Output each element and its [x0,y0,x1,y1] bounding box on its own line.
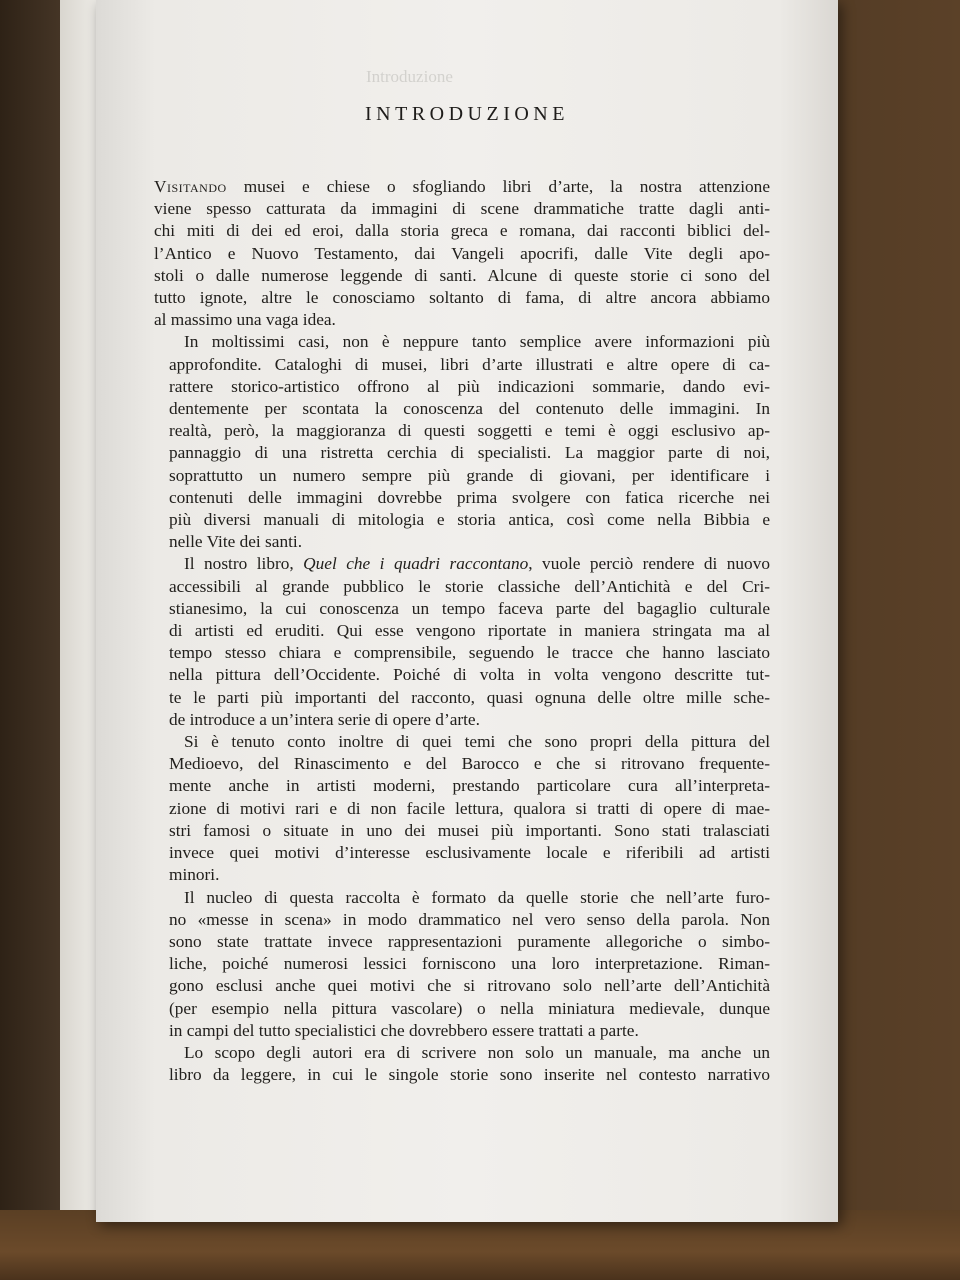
paragraph [154,887,770,1042]
text-line: tempo stesso chiara e comprensibile, seguendo le tracce che hanno lasciato [169,643,770,663]
text-line: Il nucleo di questa raccolta è formato da quelle storie che nell’arte furo- [184,887,770,907]
paragraph [154,731,770,886]
text-line: viene spesso catturata da immagini di scene drammatiche tratte dagli anti- [154,199,770,219]
text-line: contenuti delle immagini dovrebbe prima svolgere con fatica ricerche nei [169,487,770,507]
text-line: nella pittura dell’Occidente. Poiché di volta in volta vengono descritte tut- [169,665,770,685]
paragraph [154,176,770,331]
text-line: sono state trattate invece rappresentazioni puramente allegoriche o simbo- [169,931,770,951]
text-line: l’Antico e Nuovo Testamento, dai Vangeli apocrifi, dalle Vite degli apo- [154,243,770,263]
text-line: no «messe in scena» in modo drammatico nel vero senso della parola. Non [169,909,770,929]
text-line: al massimo una vaga idea. [154,310,336,330]
text-line: Il nostro libro, Quel che i quadri raccontano, vuole perciò rendere di nuovo [184,554,770,574]
text-line: nelle Vite dei santi. [169,532,303,552]
text-line: zione di motivi rari e di non facile lettura, qualora si tratti di opere di mae- [169,798,770,818]
text-line: approfondite. Cataloghi di musei, libri d’arte illustrati e altre opere di ca- [169,354,770,374]
text-line: libro da leggere, in cui le singole storie sono inserite nel contesto narrativo [169,1065,770,1085]
text-line: minori. [169,865,220,885]
text-line: realtà, però, la maggioranza di questi soggetti e temi è oggi esclusivo ap- [169,421,770,441]
text-line: accessibili al grande pubblico le storie classiche dell’Antichità e del Cri- [169,576,770,596]
paragraph [154,1042,770,1086]
book-page [96,0,838,1222]
text-line: rattere storico-artistico offrono al più indicazioni sommarie, dando evi- [169,376,770,396]
text-line: più diversi manuali di mitologia e storia antica, così come nella Bibbia e [169,510,770,530]
text-line: soprattutto un numero sempre più grande di giovani, per identificare i [169,465,770,485]
text-line: (per esempio nella pittura vascolare) o nella miniatura medievale, dunque [169,998,770,1018]
text-line: Visitando musei e chiese o sfogliando libri d’arte, la nostra attenzione [154,177,770,196]
text-line: Lo scopo degli autori era di scrivere non solo un manuale, ma anche un [184,1042,770,1062]
book-title-italic: Quel che i quadri raccontano [303,554,529,574]
paragraph [154,331,770,553]
text-line: mente anche in artisti moderni, prestando particolare cura all’interpreta- [169,776,770,796]
text-line: di artisti ed eruditi. Qui esse vengono riportate in maniera stringata ma al [169,621,770,641]
opening-word: Visitando [154,177,227,196]
page-title: INTRODUZIONE [365,103,569,125]
text-line: stoli o dalle numerose leggende di santi. Alcune di queste storie ci sono del [154,265,770,285]
text-line: chi miti di dei ed eroi, dalla storia greca e romana, dai racconti biblici del- [154,221,770,241]
text-line: stri famosi o situate in uno dei musei più importanti. Sono stati tralasciati [169,820,770,840]
text-line: pannaggio di una ristretta cerchia di specialisti. La maggior parte di noi, [169,443,770,463]
text-line: de introduce a un’intera serie di opere d’arte. [169,709,480,729]
text-line: te le parti più importanti del racconto, quasi ognuna delle oltre mille sche- [169,687,770,707]
body-text [154,176,770,1086]
text-line: In moltissimi casi, non è neppure tanto semplice avere informazioni più [184,332,770,352]
text-line: dentemente per scontata la conoscenza del contenuto delle immagini. In [169,399,770,419]
text-line: in campi del tutto specialistici che dovrebbero essere trattati a parte. [169,1020,639,1040]
text-line: Si è tenuto conto inoltre di quei temi che sono propri della pittura del [184,732,770,752]
text-line: stianesimo, la cui conoscenza un tempo faceva parte del bagaglio culturale [169,598,770,618]
text-line: gono esclusi anche quei motivi che si ritrovano solo nell’arte dell’Antichità [169,976,770,996]
paragraph [154,553,770,731]
text-line: tutto ignote, altre le conosciamo soltanto di fama, di altre ancora abbiamo [154,288,770,308]
show-through-header: Introduzione [366,67,453,86]
text-line: Medioevo, del Rinascimento e del Barocco e che si ritrovano frequente- [169,754,770,774]
text-line: invece quei motivi d’interesse esclusivamente locale e riferibili ad artisti [169,843,770,863]
text-line: liche, poiché numerosi lessici forniscono una loro interpretazione. Riman- [169,954,770,974]
